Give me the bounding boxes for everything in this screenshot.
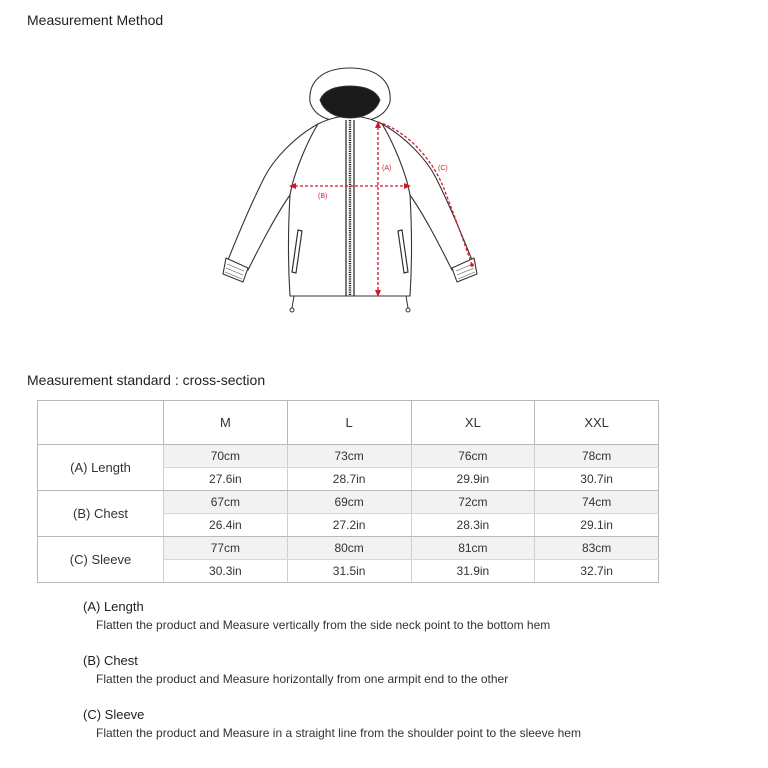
note-description: Flatten the product and Measure horizontally from one armpit end to the other xyxy=(96,672,509,686)
header-size-l: L xyxy=(287,401,411,445)
table-row xyxy=(38,491,659,514)
note-title: (A) Length xyxy=(83,599,144,614)
table-cell: 26.4in xyxy=(164,514,288,537)
table-cell: 67cm xyxy=(164,491,288,514)
note-chest xyxy=(83,652,581,688)
table-cell: 28.7in xyxy=(287,468,411,491)
table-row xyxy=(38,445,659,468)
table-cell: 31.5in xyxy=(287,560,411,583)
table-cell: 83cm xyxy=(535,537,659,560)
table-cell: 28.3in xyxy=(411,514,535,537)
table-cell: 27.2in xyxy=(287,514,411,537)
chest-label: (B) xyxy=(318,193,328,200)
table-cell: 69cm xyxy=(287,491,411,514)
table-cell: 30.7in xyxy=(535,468,659,491)
table-corner-cell xyxy=(38,401,164,445)
jacket-diagram xyxy=(210,60,500,322)
table-cell: 72cm xyxy=(411,491,535,514)
header-size-xxl: XXL xyxy=(535,401,659,445)
table-cell: 76cm xyxy=(411,445,535,468)
measurement-notes xyxy=(83,598,581,760)
row-label-length: (A) Length xyxy=(38,445,164,491)
table-title: Measurement standard : cross-section xyxy=(27,372,266,388)
note-title: (B) Chest xyxy=(83,653,138,668)
table-cell: 70cm xyxy=(164,445,288,468)
header-size-m: M xyxy=(164,401,288,445)
table-cell: 73cm xyxy=(287,445,411,468)
row-label-sleeve: (C) Sleeve xyxy=(38,537,164,583)
table-header-row xyxy=(38,401,659,445)
row-label-chest: (B) Chest xyxy=(38,491,164,537)
note-description: Flatten the product and Measure in a straight line from the shoulder point to the sleeve hem xyxy=(96,726,581,740)
note-description: Flatten the product and Measure vertically from the side neck point to the bottom hem xyxy=(96,618,551,632)
table-cell: 80cm xyxy=(287,537,411,560)
note-title: (C) Sleeve xyxy=(83,707,145,722)
sleeve-label: (C) xyxy=(438,165,448,172)
table-cell: 27.6in xyxy=(164,468,288,491)
table-cell: 74cm xyxy=(535,491,659,514)
table-cell: 32.7in xyxy=(535,560,659,583)
table-cell: 81cm xyxy=(411,537,535,560)
table-cell: 78cm xyxy=(535,445,659,468)
note-sleeve xyxy=(83,706,581,742)
table-cell: 30.3in xyxy=(164,560,288,583)
table-row xyxy=(38,537,659,560)
table-cell: 29.1in xyxy=(535,514,659,537)
note-length xyxy=(83,598,581,634)
table-cell: 77cm xyxy=(164,537,288,560)
page-title: Measurement Method xyxy=(27,12,164,28)
length-label: (A) xyxy=(382,165,392,172)
header-size-xl: XL xyxy=(411,401,535,445)
table-cell: 29.9in xyxy=(411,468,535,491)
table-cell: 31.9in xyxy=(411,560,535,583)
size-chart-table xyxy=(37,400,659,583)
